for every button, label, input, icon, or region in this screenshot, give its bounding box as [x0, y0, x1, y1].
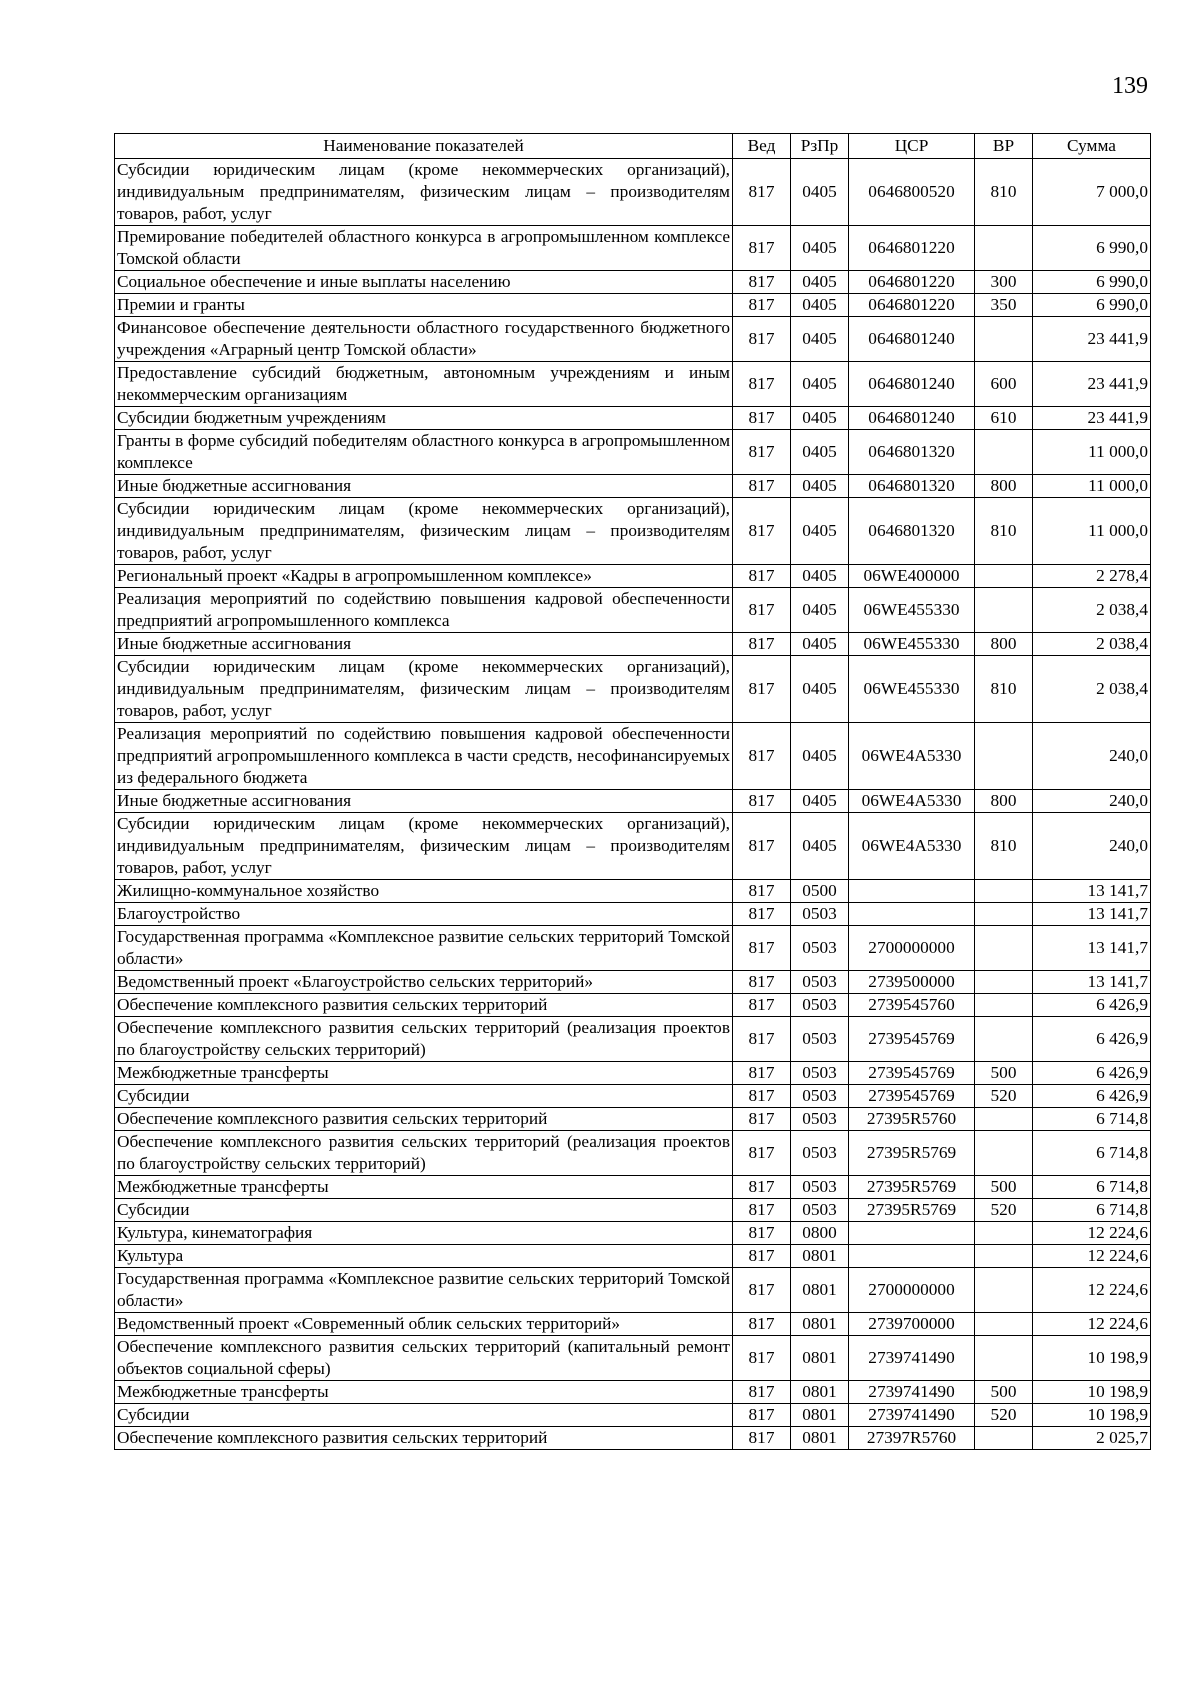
cell-ved: 817 [733, 362, 791, 407]
cell-rzpr: 0405 [791, 498, 849, 565]
cell-name: Реализация мероприятий по содействию повышения кадровой обеспеченности предприятий агропромышленного комплекса в части средств, несофинансируемых из федерального бюджета [115, 723, 733, 790]
cell-ved: 817 [733, 790, 791, 813]
cell-name: Межбюджетные трансферты [115, 1176, 733, 1199]
table-row [115, 317, 1151, 362]
table-row [115, 633, 1151, 656]
cell-rzpr: 0405 [791, 723, 849, 790]
cell-ved: 817 [733, 475, 791, 498]
cell-ved: 817 [733, 880, 791, 903]
cell-ved: 817 [733, 971, 791, 994]
cell-name: Государственная программа «Комплексное развитие сельских территорий Томской области» [115, 1268, 733, 1313]
cell-csr: 06WE400000 [849, 565, 975, 588]
cell-csr: 27395R5769 [849, 1131, 975, 1176]
cell-csr: 27395R5760 [849, 1108, 975, 1131]
cell-ved: 817 [733, 926, 791, 971]
cell-sum: 23 441,9 [1033, 362, 1151, 407]
cell-sum: 240,0 [1033, 790, 1151, 813]
cell-vr: 520 [975, 1085, 1033, 1108]
cell-csr: 0646801320 [849, 430, 975, 475]
cell-name: Предоставление субсидий бюджетным, автономным учреждениям и иным некоммерческим организациям [115, 362, 733, 407]
cell-rzpr: 0405 [791, 430, 849, 475]
cell-sum: 6 426,9 [1033, 1017, 1151, 1062]
cell-rzpr: 0405 [791, 790, 849, 813]
cell-rzpr: 0503 [791, 1108, 849, 1131]
cell-name: Реализация мероприятий по содействию повышения кадровой обеспеченности предприятий агропромышленного комплекса [115, 588, 733, 633]
cell-name: Иные бюджетные ассигнования [115, 475, 733, 498]
cell-name: Обеспечение комплексного развития сельских территорий (реализация проектов по благоустройству сельских территорий) [115, 1131, 733, 1176]
cell-rzpr: 0405 [791, 475, 849, 498]
cell-csr: 27397R5760 [849, 1427, 975, 1450]
cell-vr: 600 [975, 362, 1033, 407]
cell-ved: 817 [733, 294, 791, 317]
cell-name: Социальное обеспечение и иные выплаты населению [115, 271, 733, 294]
cell-sum: 10 198,9 [1033, 1336, 1151, 1381]
cell-ved: 817 [733, 1404, 791, 1427]
cell-sum: 23 441,9 [1033, 317, 1151, 362]
cell-name: Культура, кинематография [115, 1222, 733, 1245]
cell-sum: 240,0 [1033, 723, 1151, 790]
cell-vr: 300 [975, 271, 1033, 294]
table-row [115, 1245, 1151, 1268]
cell-csr: 2739741490 [849, 1404, 975, 1427]
cell-ved: 817 [733, 1268, 791, 1313]
cell-rzpr: 0405 [791, 226, 849, 271]
cell-name: Региональный проект «Кадры в агропромышленном комплексе» [115, 565, 733, 588]
cell-sum: 2 025,7 [1033, 1427, 1151, 1450]
table-row [115, 271, 1151, 294]
table-row [115, 1336, 1151, 1381]
cell-sum: 6 426,9 [1033, 994, 1151, 1017]
cell-rzpr: 0405 [791, 294, 849, 317]
cell-csr: 06WE455330 [849, 633, 975, 656]
cell-rzpr: 0405 [791, 362, 849, 407]
cell-vr [975, 1108, 1033, 1131]
cell-sum: 23 441,9 [1033, 407, 1151, 430]
cell-rzpr: 0801 [791, 1381, 849, 1404]
table-row [115, 1268, 1151, 1313]
cell-sum: 12 224,6 [1033, 1313, 1151, 1336]
cell-vr [975, 880, 1033, 903]
cell-name: Субсидии бюджетным учреждениям [115, 407, 733, 430]
cell-ved: 817 [733, 1336, 791, 1381]
cell-name: Обеспечение комплексного развития сельских территорий [115, 994, 733, 1017]
cell-csr [849, 903, 975, 926]
cell-name: Премии и гранты [115, 294, 733, 317]
cell-rzpr: 0405 [791, 317, 849, 362]
cell-csr: 06WE4A5330 [849, 813, 975, 880]
cell-vr [975, 1427, 1033, 1450]
cell-rzpr: 0405 [791, 407, 849, 430]
cell-vr [975, 430, 1033, 475]
cell-name: Культура [115, 1245, 733, 1268]
cell-rzpr: 0405 [791, 271, 849, 294]
table-row [115, 159, 1151, 226]
cell-sum: 6 990,0 [1033, 226, 1151, 271]
cell-vr [975, 1313, 1033, 1336]
cell-name: Ведомственный проект «Благоустройство сельских территорий» [115, 971, 733, 994]
cell-csr: 2739545760 [849, 994, 975, 1017]
cell-name: Обеспечение комплексного развития сельских территорий (реализация проектов по благоустройству сельских территорий) [115, 1017, 733, 1062]
table-row [115, 1108, 1151, 1131]
cell-csr: 0646801220 [849, 294, 975, 317]
cell-csr: 2739545769 [849, 1017, 975, 1062]
cell-name: Обеспечение комплексного развития сельских территорий [115, 1108, 733, 1131]
table-row [115, 1017, 1151, 1062]
cell-sum: 2 038,4 [1033, 656, 1151, 723]
table-row [115, 813, 1151, 880]
cell-sum: 12 224,6 [1033, 1245, 1151, 1268]
cell-rzpr: 0801 [791, 1336, 849, 1381]
cell-rzpr: 0503 [791, 903, 849, 926]
cell-name: Субсидии [115, 1404, 733, 1427]
cell-sum: 6 990,0 [1033, 294, 1151, 317]
table-row [115, 407, 1151, 430]
table-row [115, 880, 1151, 903]
cell-rzpr: 0405 [791, 588, 849, 633]
cell-name: Жилищно-коммунальное хозяйство [115, 880, 733, 903]
cell-vr [975, 1017, 1033, 1062]
table-row [115, 1381, 1151, 1404]
page-number: 139 [1112, 73, 1148, 99]
table-row [115, 926, 1151, 971]
cell-sum: 7 000,0 [1033, 159, 1151, 226]
cell-sum: 2 038,4 [1033, 633, 1151, 656]
cell-name: Обеспечение комплексного развития сельских территорий [115, 1427, 733, 1450]
cell-vr: 610 [975, 407, 1033, 430]
cell-name: Ведомственный проект «Современный облик сельских территорий» [115, 1313, 733, 1336]
table-row [115, 1199, 1151, 1222]
cell-rzpr: 0503 [791, 1199, 849, 1222]
table-row [115, 656, 1151, 723]
cell-vr: 500 [975, 1381, 1033, 1404]
budget-table [114, 133, 1151, 1450]
cell-name: Межбюджетные трансферты [115, 1062, 733, 1085]
cell-sum: 6 714,8 [1033, 1131, 1151, 1176]
table-row [115, 588, 1151, 633]
table-row [115, 1313, 1151, 1336]
cell-ved: 817 [733, 1427, 791, 1450]
cell-rzpr: 0500 [791, 880, 849, 903]
table-row [115, 430, 1151, 475]
cell-vr [975, 317, 1033, 362]
cell-vr [975, 1268, 1033, 1313]
cell-sum: 6 426,9 [1033, 1085, 1151, 1108]
cell-sum: 10 198,9 [1033, 1381, 1151, 1404]
cell-vr [975, 723, 1033, 790]
cell-sum: 2 278,4 [1033, 565, 1151, 588]
cell-name: Межбюджетные трансферты [115, 1381, 733, 1404]
cell-sum: 240,0 [1033, 813, 1151, 880]
cell-ved: 817 [733, 317, 791, 362]
cell-sum: 2 038,4 [1033, 588, 1151, 633]
cell-rzpr: 0503 [791, 1176, 849, 1199]
cell-ved: 817 [733, 1017, 791, 1062]
cell-rzpr: 0503 [791, 926, 849, 971]
cell-sum: 13 141,7 [1033, 903, 1151, 926]
cell-csr: 0646801240 [849, 317, 975, 362]
cell-rzpr: 0801 [791, 1404, 849, 1427]
table-row [115, 994, 1151, 1017]
cell-rzpr: 0801 [791, 1268, 849, 1313]
cell-rzpr: 0801 [791, 1313, 849, 1336]
cell-ved: 817 [733, 1108, 791, 1131]
cell-csr: 0646801240 [849, 362, 975, 407]
header-ved: Вед [733, 134, 791, 159]
cell-csr: 0646801220 [849, 271, 975, 294]
cell-name: Иные бюджетные ассигнования [115, 790, 733, 813]
cell-csr [849, 1245, 975, 1268]
cell-ved: 817 [733, 1131, 791, 1176]
cell-vr: 810 [975, 159, 1033, 226]
cell-vr: 500 [975, 1176, 1033, 1199]
table-row [115, 1222, 1151, 1245]
table-row [115, 723, 1151, 790]
cell-rzpr: 0405 [791, 565, 849, 588]
cell-sum: 6 426,9 [1033, 1062, 1151, 1085]
cell-sum: 6 714,8 [1033, 1176, 1151, 1199]
cell-vr [975, 226, 1033, 271]
header-name: Наименование показателей [115, 134, 733, 159]
cell-csr: 2739741490 [849, 1381, 975, 1404]
cell-vr [975, 971, 1033, 994]
cell-name: Субсидии юридическим лицам (кроме некоммерческих организаций), индивидуальным предпринимателям, физическим лицам – производителям товаров, работ, услуг [115, 498, 733, 565]
cell-vr: 800 [975, 790, 1033, 813]
cell-rzpr: 0405 [791, 656, 849, 723]
cell-rzpr: 0801 [791, 1427, 849, 1450]
header-rzpr: РзПр [791, 134, 849, 159]
cell-rzpr: 0503 [791, 1062, 849, 1085]
cell-csr: 2700000000 [849, 1268, 975, 1313]
cell-vr: 800 [975, 475, 1033, 498]
cell-ved: 817 [733, 656, 791, 723]
header-sum: Сумма [1033, 134, 1151, 159]
cell-csr: 2700000000 [849, 926, 975, 971]
cell-csr: 0646801320 [849, 498, 975, 565]
cell-sum: 6 714,8 [1033, 1199, 1151, 1222]
cell-csr: 0646801220 [849, 226, 975, 271]
cell-ved: 817 [733, 159, 791, 226]
cell-csr: 0646801320 [849, 475, 975, 498]
cell-ved: 817 [733, 1085, 791, 1108]
cell-sum: 13 141,7 [1033, 926, 1151, 971]
cell-vr: 520 [975, 1404, 1033, 1427]
cell-ved: 817 [733, 430, 791, 475]
cell-name: Премирование победителей областного конкурса в агропромышленном комплексе Томской области [115, 226, 733, 271]
cell-rzpr: 0503 [791, 971, 849, 994]
cell-ved: 817 [733, 498, 791, 565]
cell-vr [975, 1131, 1033, 1176]
header-csr: ЦСР [849, 134, 975, 159]
cell-ved: 817 [733, 1381, 791, 1404]
cell-csr [849, 880, 975, 903]
table-row [115, 565, 1151, 588]
cell-name: Субсидии юридическим лицам (кроме некоммерческих организаций), индивидуальным предпринимателям, физическим лицам – производителям товаров, работ, услуг [115, 159, 733, 226]
cell-ved: 817 [733, 1222, 791, 1245]
table-row [115, 903, 1151, 926]
cell-vr: 810 [975, 656, 1033, 723]
table-row [115, 1062, 1151, 1085]
table-row [115, 971, 1151, 994]
cell-rzpr: 0503 [791, 1131, 849, 1176]
cell-csr: 2739545769 [849, 1062, 975, 1085]
cell-ved: 817 [733, 994, 791, 1017]
cell-ved: 817 [733, 588, 791, 633]
cell-vr [975, 588, 1033, 633]
cell-ved: 817 [733, 271, 791, 294]
header-vr: ВР [975, 134, 1033, 159]
cell-name: Государственная программа «Комплексное развитие сельских территорий Томской области» [115, 926, 733, 971]
cell-name: Финансовое обеспечение деятельности областного государственного бюджетного учреждения «Аграрный центр Томской области» [115, 317, 733, 362]
cell-ved: 817 [733, 565, 791, 588]
cell-csr: 06WE455330 [849, 656, 975, 723]
cell-vr: 350 [975, 294, 1033, 317]
cell-vr [975, 903, 1033, 926]
cell-name: Гранты в форме субсидий победителям областного конкурса в агропромышленном комплексе [115, 430, 733, 475]
cell-rzpr: 0800 [791, 1222, 849, 1245]
table-row [115, 475, 1151, 498]
cell-vr [975, 1222, 1033, 1245]
cell-ved: 817 [733, 1176, 791, 1199]
cell-sum: 12 224,6 [1033, 1222, 1151, 1245]
cell-csr: 06WE455330 [849, 588, 975, 633]
cell-name: Иные бюджетные ассигнования [115, 633, 733, 656]
table-row [115, 1404, 1151, 1427]
cell-ved: 817 [733, 407, 791, 430]
cell-csr: 27395R5769 [849, 1199, 975, 1222]
cell-sum: 13 141,7 [1033, 880, 1151, 903]
cell-ved: 817 [733, 633, 791, 656]
table-row [115, 1085, 1151, 1108]
cell-vr: 800 [975, 633, 1033, 656]
cell-name: Субсидии [115, 1199, 733, 1222]
cell-csr: 2739741490 [849, 1336, 975, 1381]
table-row [115, 1427, 1151, 1450]
cell-sum: 6 714,8 [1033, 1108, 1151, 1131]
table-row [115, 226, 1151, 271]
cell-rzpr: 0503 [791, 1085, 849, 1108]
cell-vr [975, 1336, 1033, 1381]
table-row [115, 294, 1151, 317]
table-row [115, 498, 1151, 565]
cell-csr: 2739545769 [849, 1085, 975, 1108]
cell-ved: 817 [733, 226, 791, 271]
cell-sum: 11 000,0 [1033, 475, 1151, 498]
cell-rzpr: 0503 [791, 994, 849, 1017]
cell-name: Обеспечение комплексного развития сельских территорий (капитальный ремонт объектов социальной сферы) [115, 1336, 733, 1381]
cell-rzpr: 0801 [791, 1245, 849, 1268]
cell-ved: 817 [733, 1245, 791, 1268]
cell-rzpr: 0405 [791, 633, 849, 656]
cell-vr: 810 [975, 813, 1033, 880]
cell-vr [975, 994, 1033, 1017]
cell-csr: 2739500000 [849, 971, 975, 994]
cell-vr: 810 [975, 498, 1033, 565]
table-row [115, 1131, 1151, 1176]
cell-sum: 11 000,0 [1033, 498, 1151, 565]
cell-sum: 11 000,0 [1033, 430, 1151, 475]
header-row [115, 134, 1151, 159]
table-row [115, 362, 1151, 407]
cell-csr: 06WE4A5330 [849, 723, 975, 790]
cell-csr: 06WE4A5330 [849, 790, 975, 813]
cell-vr [975, 565, 1033, 588]
cell-ved: 817 [733, 723, 791, 790]
cell-rzpr: 0405 [791, 159, 849, 226]
table-body [115, 159, 1151, 1450]
cell-vr [975, 926, 1033, 971]
table-header [115, 134, 1151, 159]
cell-ved: 817 [733, 903, 791, 926]
cell-sum: 13 141,7 [1033, 971, 1151, 994]
cell-vr: 520 [975, 1199, 1033, 1222]
cell-csr [849, 1222, 975, 1245]
cell-ved: 817 [733, 1313, 791, 1336]
cell-vr [975, 1245, 1033, 1268]
cell-sum: 6 990,0 [1033, 271, 1151, 294]
cell-ved: 817 [733, 1062, 791, 1085]
cell-csr: 0646800520 [849, 159, 975, 226]
table-row [115, 1176, 1151, 1199]
table-row [115, 790, 1151, 813]
cell-ved: 817 [733, 813, 791, 880]
cell-ved: 817 [733, 1199, 791, 1222]
cell-vr: 500 [975, 1062, 1033, 1085]
cell-rzpr: 0405 [791, 813, 849, 880]
cell-sum: 12 224,6 [1033, 1268, 1151, 1313]
cell-name: Благоустройство [115, 903, 733, 926]
cell-name: Субсидии юридическим лицам (кроме некоммерческих организаций), индивидуальным предпринимателям, физическим лицам – производителям товаров, работ, услуг [115, 813, 733, 880]
cell-csr: 0646801240 [849, 407, 975, 430]
cell-sum: 10 198,9 [1033, 1404, 1151, 1427]
cell-csr: 2739700000 [849, 1313, 975, 1336]
cell-name: Субсидии [115, 1085, 733, 1108]
cell-csr: 27395R5769 [849, 1176, 975, 1199]
cell-name: Субсидии юридическим лицам (кроме некоммерческих организаций), индивидуальным предпринимателям, физическим лицам – производителям товаров, работ, услуг [115, 656, 733, 723]
cell-rzpr: 0503 [791, 1017, 849, 1062]
